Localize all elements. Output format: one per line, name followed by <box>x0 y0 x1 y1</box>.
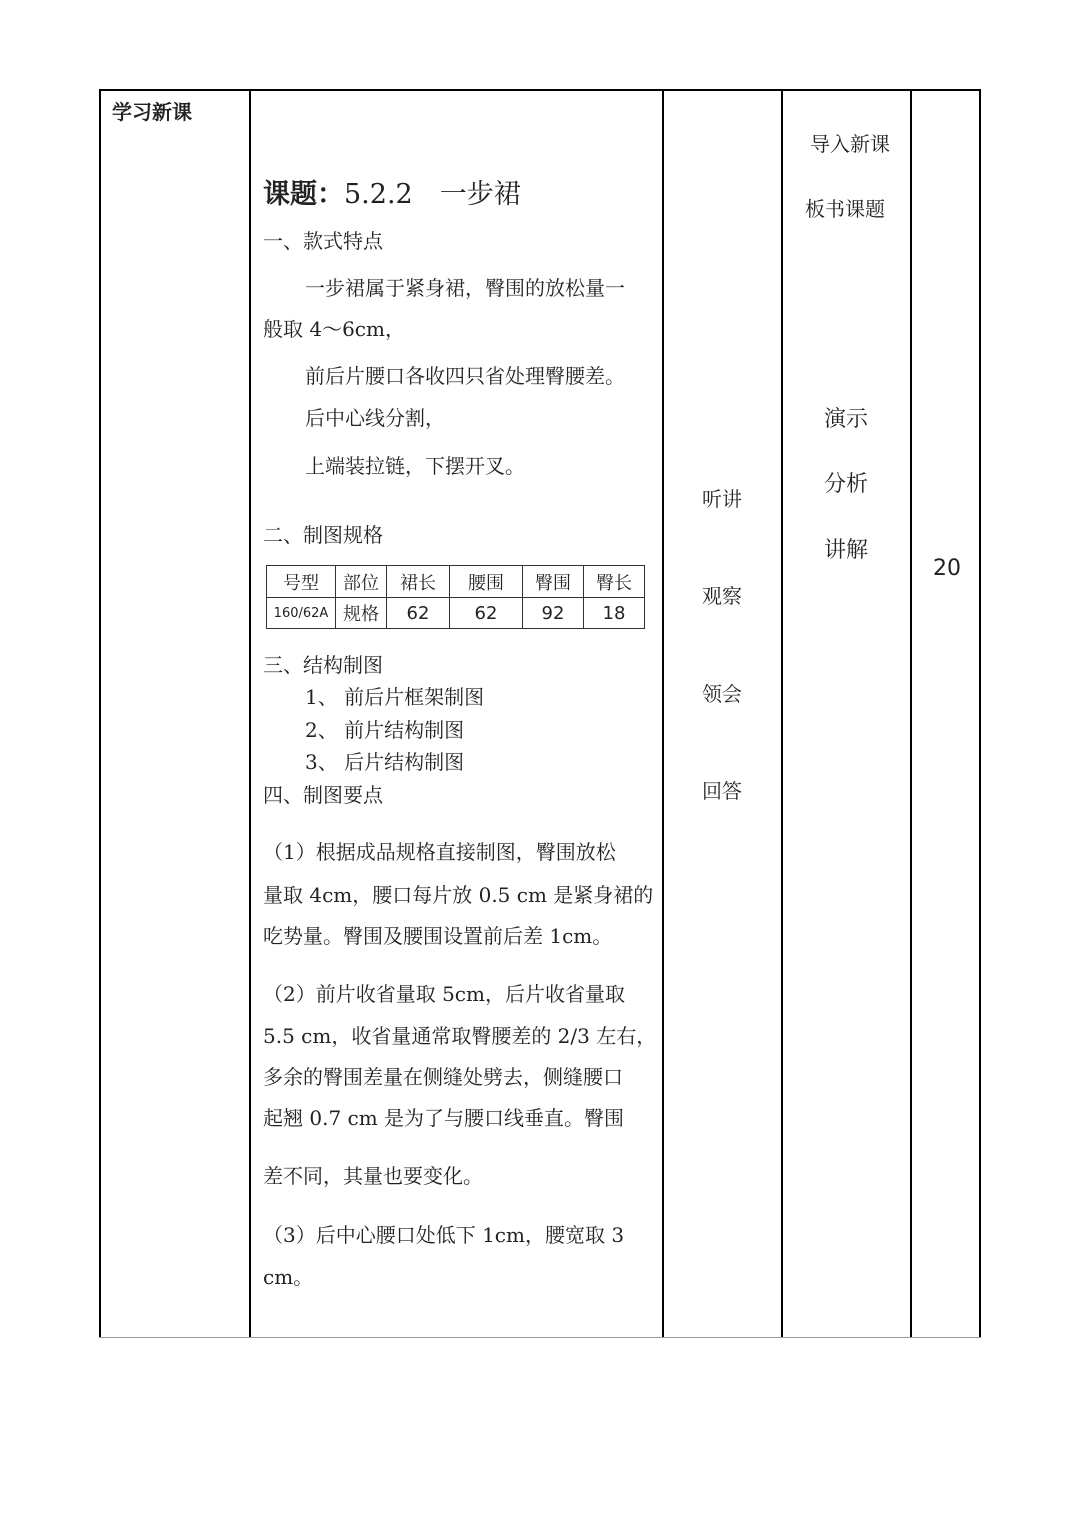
heading-style-features: 一、款式特点 <box>263 229 383 253</box>
point-line: 差不同，其量也要变化。 <box>263 1164 483 1188</box>
teacher-activity: 演示 <box>824 407 869 432</box>
spec-cell: 62 <box>387 598 450 629</box>
point-line: （2）前片收省量取 5cm，后片收省量取 <box>263 982 625 1006</box>
table-bottom-edge <box>99 1337 981 1338</box>
point-line: （1）根据成品规格直接制图，臀围放松 <box>263 840 616 864</box>
spec-cell: 62 <box>450 598 523 629</box>
drafting-step: 2、 前片结构制图 <box>305 718 465 742</box>
spec-table-row <box>267 598 645 629</box>
column-divider <box>781 89 783 1338</box>
spec-header-cell: 部位 <box>336 566 387 598</box>
drafting-step: 3、 后片结构制图 <box>305 750 465 774</box>
point-line: cm。 <box>263 1265 314 1289</box>
feature-line: 前后片腰口各收四只省处理臀腰差。 <box>305 364 625 388</box>
spec-cell: 规格 <box>336 598 387 629</box>
spec-cell: 160/62A <box>267 598 336 629</box>
feature-line: 上端装拉链，下摆开叉。 <box>305 454 525 478</box>
feature-line: 后中心线分割， <box>305 406 445 430</box>
teacher-activity: 导入新课 <box>810 132 890 156</box>
lesson-title <box>263 172 521 211</box>
lesson-title-text: 5.2.2 一步裙 <box>344 179 521 210</box>
feature-line: 一步裙属于紧身裙，臀围的放松量一 <box>305 276 625 300</box>
lesson-title-prefix: 课题： <box>263 179 344 210</box>
teacher-activity: 讲解 <box>824 538 869 563</box>
spec-table-header-row <box>267 566 645 598</box>
spec-cell: 18 <box>584 598 645 629</box>
point-line: 起翘 0.7 cm 是为了与腰口线垂直。臀围 <box>263 1106 625 1130</box>
column-divider <box>910 89 912 1338</box>
student-activity: 回答 <box>702 779 742 803</box>
spec-cell: 92 <box>523 598 584 629</box>
point-line: 吃势量。臀围及腰围设置前后差 1cm。 <box>263 924 613 948</box>
spec-header-cell: 号型 <box>267 566 336 598</box>
student-activity: 领会 <box>702 682 742 706</box>
feature-line: 般取 4～6cm， <box>263 317 405 341</box>
heading-structure-drafting: 三、结构制图 <box>263 653 383 677</box>
point-line: （3）后中心腰口处低下 1cm，腰宽取 3 <box>263 1223 625 1247</box>
point-line: 量取 4cm，腰口每片放 0.5 cm 是紧身裙的 <box>263 883 654 907</box>
teacher-activity: 分析 <box>824 472 869 497</box>
student-activity: 听讲 <box>702 487 742 511</box>
duration-minutes: 20 <box>933 556 961 581</box>
section-label: 学习新课 <box>112 100 192 124</box>
spec-header-cell: 臀围 <box>523 566 584 598</box>
drafting-step: 1、 前后片框架制图 <box>305 685 485 709</box>
point-line: 5.5 cm，收省量通常取臀腰差的 2/3 左右， <box>263 1024 657 1048</box>
heading-specification: 二、制图规格 <box>263 523 383 547</box>
column-divider <box>249 89 251 1338</box>
point-line: 多余的臀围差量在侧缝处劈去，侧缝腰口 <box>263 1065 623 1089</box>
teacher-activity: 板书课题 <box>805 197 885 221</box>
student-activity: 观察 <box>702 584 742 608</box>
spec-header-cell: 裙长 <box>387 566 450 598</box>
spec-table <box>266 565 645 629</box>
spec-header-cell: 腰围 <box>450 566 523 598</box>
spec-header-cell: 臀长 <box>584 566 645 598</box>
column-divider <box>662 89 664 1338</box>
heading-drafting-points: 四、制图要点 <box>263 783 383 807</box>
